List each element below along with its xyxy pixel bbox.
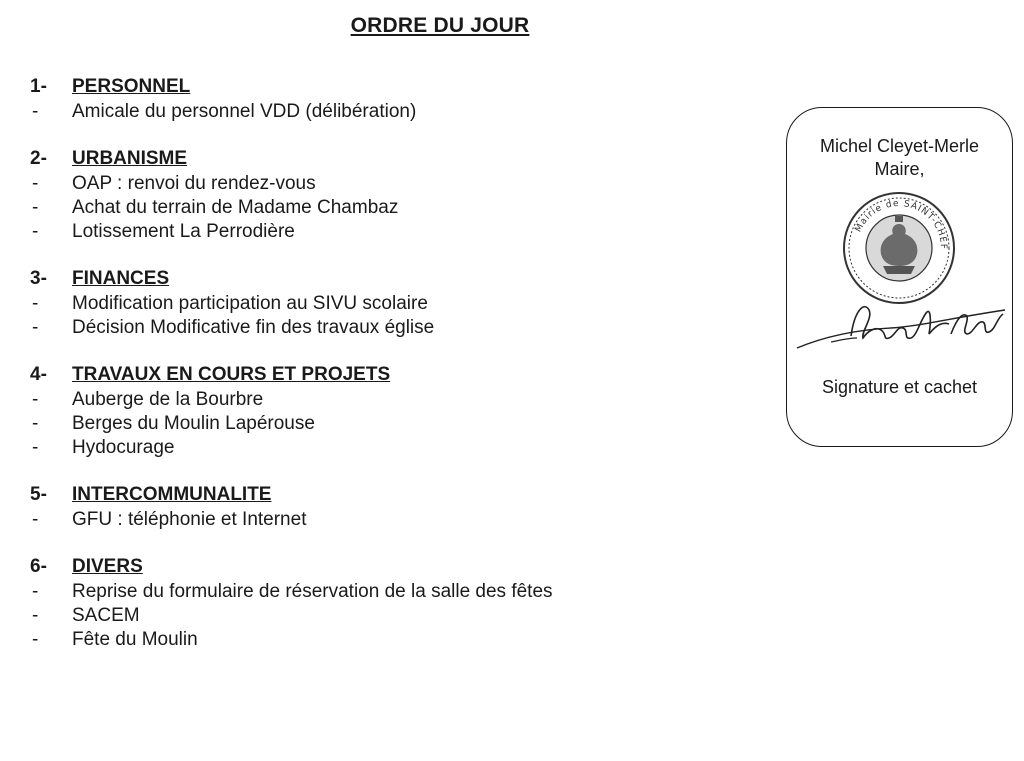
agenda-item-text: SACEM xyxy=(72,605,140,626)
agenda-item-text: Lotissement La Perrodière xyxy=(72,221,295,242)
agenda-section-intercommunalite xyxy=(30,482,750,532)
section-number: 3- xyxy=(30,268,47,289)
agenda-item xyxy=(30,412,750,436)
agenda-item-text: Berges du Moulin Lapérouse xyxy=(72,413,315,434)
agenda-item xyxy=(30,508,750,532)
bullet-dash: - xyxy=(32,629,39,650)
section-title: URBANISME xyxy=(72,148,188,169)
agenda-list xyxy=(30,74,750,652)
bullet-dash: - xyxy=(32,197,39,218)
signature-box xyxy=(786,107,1013,447)
document-title: ORDRE DU JOUR xyxy=(350,14,530,37)
agenda-item-text: Fête du Moulin xyxy=(72,629,198,650)
agenda-item-text: Reprise du formulaire de réservation de la salle des fêtes xyxy=(72,581,553,602)
agenda-item xyxy=(30,220,750,244)
bullet-dash: - xyxy=(32,581,39,602)
section-number: 4- xyxy=(30,364,47,385)
signatory-role: Maire, xyxy=(874,159,925,179)
agenda-item xyxy=(30,172,750,196)
agenda-section-urbanisme xyxy=(30,146,750,244)
agenda-item-text: Auberge de la Bourbre xyxy=(72,389,264,410)
agenda-item xyxy=(30,292,750,316)
svg-text:Mairie de SAINT-CHEF: Mairie de SAINT-CHEF xyxy=(853,198,949,251)
agenda-item xyxy=(30,316,750,340)
agenda-item-text: Hydocurage xyxy=(72,437,175,458)
bullet-dash: - xyxy=(32,221,39,242)
agenda-section-finances xyxy=(30,266,750,340)
agenda-item xyxy=(30,196,750,220)
section-title: PERSONNEL xyxy=(72,76,191,97)
bullet-dash: - xyxy=(32,317,39,338)
section-heading xyxy=(30,146,750,172)
agenda-item-text: Amicale du personnel VDD (délibération) xyxy=(72,101,417,122)
agenda-item xyxy=(30,628,750,652)
section-number: 5- xyxy=(30,484,47,505)
section-title: INTERCOMMUNALITE xyxy=(72,484,272,505)
bullet-dash: - xyxy=(32,293,39,314)
section-heading xyxy=(30,266,750,292)
signature-caption: Signature et cachet xyxy=(821,377,978,397)
bullet-dash: - xyxy=(32,437,39,458)
section-title: TRAVAUX EN COURS ET PROJETS xyxy=(72,364,391,385)
section-number: 2- xyxy=(30,148,47,169)
section-number: 6- xyxy=(30,556,47,577)
bullet-dash: - xyxy=(32,605,39,626)
bullet-dash: - xyxy=(32,509,39,530)
agenda-item xyxy=(30,100,750,124)
bullet-dash: - xyxy=(32,173,39,194)
section-heading xyxy=(30,74,750,100)
agenda-item xyxy=(30,604,750,628)
agenda-item-text: Achat du terrain de Madame Chambaz xyxy=(72,197,399,218)
agenda-item xyxy=(30,388,750,412)
handwritten-signature-icon xyxy=(791,288,1011,368)
bullet-dash: - xyxy=(32,389,39,410)
bullet-dash: - xyxy=(32,101,39,122)
section-number: 1- xyxy=(30,76,47,97)
agenda-item-text: Modification participation au SIVU scolaire xyxy=(72,293,428,314)
section-heading xyxy=(30,362,750,388)
agenda-section-divers xyxy=(30,554,750,652)
section-heading xyxy=(30,482,750,508)
agenda-section-travaux xyxy=(30,362,750,460)
signatory-name: Michel Cleyet-Merle xyxy=(819,136,980,156)
agenda-item-text: GFU : téléphonie et Internet xyxy=(72,509,307,530)
section-title: FINANCES xyxy=(72,268,170,289)
agenda-item xyxy=(30,436,750,460)
bullet-dash: - xyxy=(32,413,39,434)
agenda-item-text: OAP : renvoi du rendez-vous xyxy=(72,173,316,194)
agenda-item xyxy=(30,580,750,604)
agenda-section-personnel xyxy=(30,74,750,124)
section-heading xyxy=(30,554,750,580)
agenda-item-text: Décision Modificative fin des travaux église xyxy=(72,317,435,338)
section-title: DIVERS xyxy=(72,556,143,577)
